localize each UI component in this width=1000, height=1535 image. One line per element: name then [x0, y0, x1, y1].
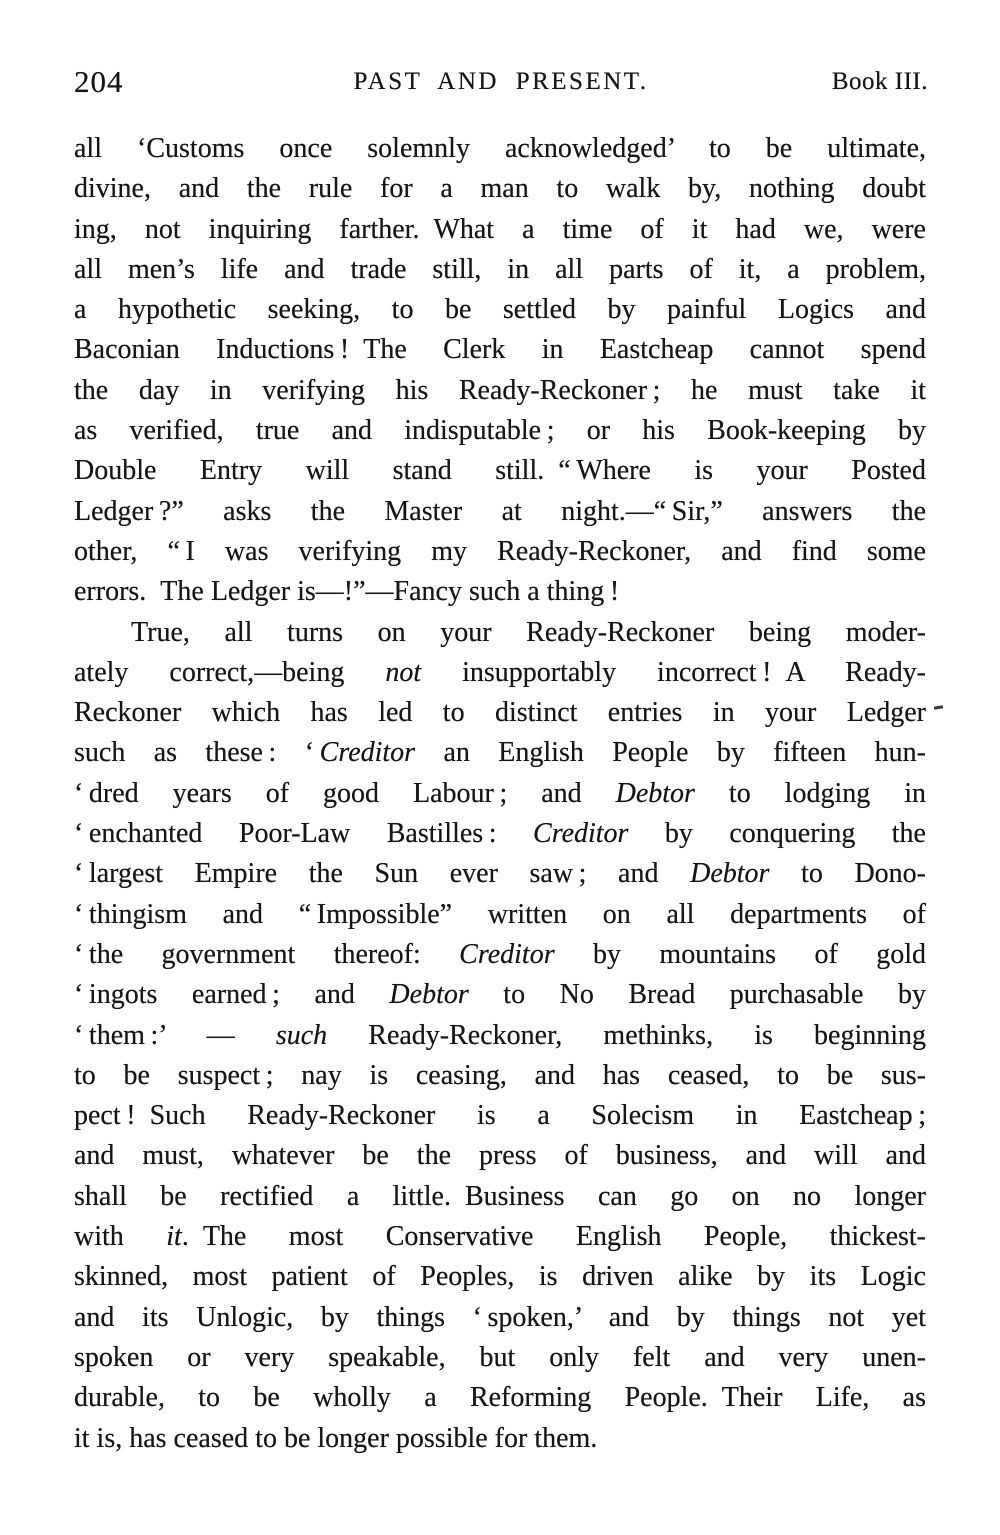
text-line: ‘ thingism and “ Impossible” written on all departments of	[74, 898, 926, 930]
text-line: Reckoner which has led to distinct entries in your Ledger	[74, 697, 926, 729]
text-line: True, all turns on your Ready-Reckoner being moder-	[131, 616, 926, 648]
text-line: Baconian Inductions ! The Clerk in Eastcheap cannot spend	[74, 334, 926, 366]
text-line: ‘ largest Empire the Sun ever saw ; and Debtor to Dono-	[74, 858, 926, 890]
text-line: with it. The most Conservative English People, thickest-	[74, 1221, 927, 1253]
text-line: ing, not inquiring farther. What a time of it had we, were	[74, 213, 926, 245]
text-line: ‘ the government thereof: Creditor by mountains of gold	[74, 938, 927, 970]
text-line: Double Entry will stand still. “ Where is your Posted	[74, 455, 926, 487]
text-line: errors. The Ledger is—!”—Fancy such a thing !	[74, 576, 620, 608]
text-line: and must, whatever be the press of business, and will and	[74, 1140, 926, 1172]
text-line: skinned, most patient of Peoples, is driven alike by its Logic	[74, 1261, 926, 1293]
text-line: as verified, true and indisputable ; or his Book-keeping by	[74, 415, 926, 447]
text-line: such as these : ‘ Creditor an English People by fifteen hun-	[74, 737, 926, 769]
text-line: a hypothetic seeking, to be settled by painful Logics and	[74, 294, 926, 326]
page-body	[74, 129, 926, 1459]
text-line: ‘ dred years of good Labour ; and Debtor to lodging in	[74, 777, 927, 809]
text-line: all men’s life and trade still, in all parts of it, a problem,	[74, 253, 926, 285]
book-label: Book III.	[831, 68, 928, 95]
text-line: it is, has ceased to be longer possible for them.	[74, 1422, 598, 1454]
page-header	[74, 64, 928, 98]
text-line: shall be rectified a little. Business can go on no longer	[74, 1180, 926, 1212]
text-line: ‘ ingots earned ; and Debtor to No Bread purchasable by	[74, 979, 926, 1011]
text-line: Ledger ?” asks the Master at night.—“ Sir,” answers the	[74, 495, 926, 527]
running-title: PAST AND PRESENT.	[353, 68, 649, 95]
text-line: ‘ them :’ — such Ready-Reckoner, methinks, is beginning	[74, 1019, 927, 1051]
text-line: ately correct,—being not insupportably incorrect ! A Ready-	[74, 656, 926, 688]
text-line: spoken or very speakable, but only felt and very unen-	[74, 1341, 926, 1373]
scan-artifact-mark	[934, 705, 943, 710]
text-line: divine, and the rule for a man to walk by, nothing doubt	[74, 173, 926, 205]
text-line: all ‘Customs once solemnly acknowledged’ to be ultimate,	[74, 133, 926, 164]
text-line: durable, to be wholly a Reforming People. Their Life, as	[74, 1382, 926, 1414]
text-line: to be suspect ; nay is ceasing, and has ceased, to be sus-	[74, 1059, 926, 1091]
page-number: 204	[74, 64, 124, 99]
text-line: and its Unlogic, by things ‘ spoken,’ and by things not yet	[74, 1301, 926, 1333]
text-line: the day in verifying his Ready-Reckoner ; he must take it	[74, 374, 926, 406]
text-line: other, “ I was verifying my Ready-Reckoner, and find some	[74, 535, 926, 567]
text-line: pect ! Such Ready-Reckoner is a Solecism in Eastcheap ;	[74, 1100, 926, 1132]
text-line: ‘ enchanted Poor-Law Bastilles : Creditor by conquering the	[74, 818, 926, 850]
